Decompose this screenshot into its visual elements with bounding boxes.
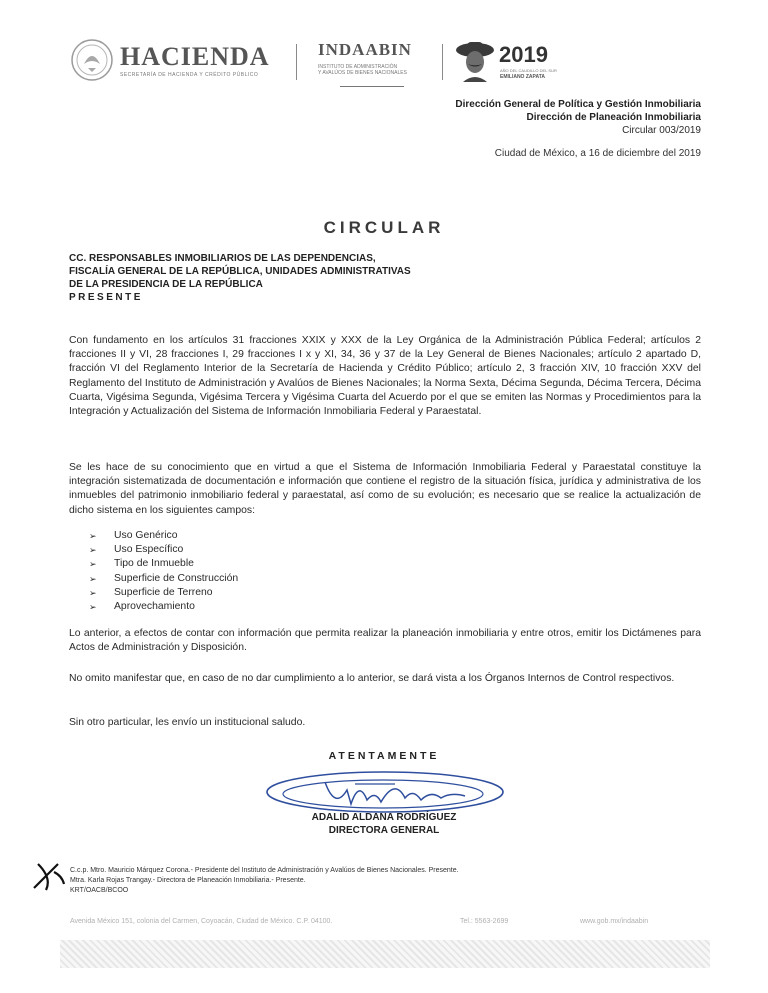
- list-item: ➢ Uso Genérico: [89, 529, 238, 543]
- paragraph-notice: Se les hace de su conocimiento que en virtud a que el Sistema de Información Inmobiliaria Federal y Paraestatal constituye la integración sistematizada de documentación e información que contiene el registro de la situación física, jurídica y administrativa de los inmuebles del patrimonio inmobiliario federal y paraestatal, así como de su evolución; es necesario que se realice la actualización de dicho sistema en los siguientes campos:: [69, 462, 701, 516]
- arrow-bullet-icon: ➢: [89, 573, 97, 584]
- fields-list: [89, 529, 238, 614]
- document-title: CIRCULAR: [323, 218, 445, 237]
- circular-number: Circular 003/2019: [622, 125, 701, 136]
- arrow-bullet-icon: ➢: [89, 545, 97, 556]
- hacienda-subtitle: SECRETARÍA DE HACIENDA Y CRÉDITO PÚBLICO: [120, 72, 259, 78]
- list-item: ➢ Tipo de Inmueble: [89, 557, 238, 571]
- list-item: ➢ Uso Específico: [89, 543, 238, 557]
- hacienda-name: HACIENDA: [120, 42, 270, 71]
- cc-block: [70, 866, 459, 896]
- initials-signature: [28, 858, 68, 894]
- addressee-line-4: PRESENTE: [69, 292, 143, 303]
- footer-decorative-band: [60, 940, 710, 968]
- closing-salutation: ATENTAMENTE: [328, 750, 440, 762]
- year-logo: [455, 38, 565, 88]
- list-item: ➢ Superficie de Terreno: [89, 586, 238, 600]
- indaabin-subtitle-2: Y AVALÚOS DE BIENES NACIONALES: [318, 70, 407, 76]
- list-item: ➢ Superficie de Construcción: [89, 572, 238, 586]
- footer-address: Avenida México 151, colonia del Carmen, Coyoacán, Ciudad de México. C.P. 04100.: [70, 918, 333, 925]
- cc-line-2: Mtra. Karla Rojas Trangay.- Directora de Planeación Inmobiliaria.- Presente.: [70, 877, 306, 884]
- paragraph-greeting: Sin otro particular, les envío un institucional saludo.: [69, 717, 306, 728]
- indaabin-logo: [318, 40, 428, 90]
- indaabin-underline: [340, 86, 404, 87]
- year-text: 2019: [499, 42, 548, 67]
- year-subtitle: EMILIANO ZAPATA: [500, 74, 545, 80]
- footer-web: www.gob.mx/indaabin: [580, 918, 649, 925]
- arrow-bullet-icon: ➢: [89, 602, 97, 613]
- header-divider: [296, 44, 297, 80]
- office-line-1: Dirección General de Política y Gestión Inmobiliaria: [455, 99, 701, 110]
- footer-phone: Tel.: 5563-2699: [460, 918, 509, 925]
- list-item: ➢ Aprovechamiento: [89, 600, 238, 614]
- signer-position: DIRECTORA GENERAL: [328, 825, 440, 836]
- cc-line-1: C.c.p. Mtro. Mauricio Márquez Corona.- Presidente del Instituto de Administración y Avalúos de Bienes Nacionales. Presente.: [70, 867, 459, 874]
- addressee-line-3: DE LA PRESIDENCIA DE LA REPÚBLICA: [69, 279, 263, 290]
- addressee-block: [69, 252, 411, 304]
- office-line-2: Dirección de Planeación Inmobiliaria: [526, 112, 701, 123]
- indaabin-name: INDAABIN: [318, 40, 412, 59]
- date-line: Ciudad de México, a 16 de diciembre del 2019: [494, 148, 701, 159]
- cc-line-3: KRT/OACB/BCOO: [70, 887, 129, 894]
- indaabin-subtitle-1: INSTITUTO DE ADMINISTRACIÓN: [318, 64, 398, 70]
- year-subtitle-small: AÑO DEL CAUDILLO DEL SUR: [500, 68, 557, 73]
- paragraph-purpose: Lo anterior, a efectos de contar con información que permita realizar la planeación inmobiliaria y entre otros, emitir los Dictámenes para Actos de Administración y Disposición.: [69, 628, 701, 654]
- signer-name: ADALID ALDANA RODRÍGUEZ: [311, 812, 457, 823]
- header-divider: [442, 44, 443, 80]
- office-block: [455, 98, 701, 137]
- paragraph-legal-basis: Con fundamento en los artículos 31 fracciones XXIX y XXX de la Ley Orgánica de la Administración Pública Federal; artículos 2 fracciones II y VI, 28 fracciones I, 29 fracciones I x y XI, 34, 36 y 37 de la Ley General de Bienes Nacionales; artículo 2 apartado D, fracción VI del Reglamento Interior de la Secretaría de Hacienda y Crédito Público; artículo 2, 3 fracción XIV, 10 fracción XXV del Reglamento del Instituto de Administración y Avalúos de Bienes Nacionales; la Norma Sexta, Décima Segunda, Décima Tercera, Décima Cuarta, Vigésima Segunda, Vigésima Tercera y Vigésima Cuarta del Acuerdo por el que se emiten las Normas y Procedimientos para la Integración y Actualización del Sistema de Información Inmobiliaria Federal y Paraestatal.: [69, 335, 701, 418]
- addressee-line-2: FISCALÍA GENERAL DE LA REPÚBLICA, UNIDADES ADMINISTRATIVAS: [69, 266, 411, 277]
- paragraph-warning: No omito manifestar que, en caso de no dar cumplimiento a lo anterior, se dará vista a los Órganos Internos de Control respectivos.: [69, 673, 675, 684]
- arrow-bullet-icon: ➢: [89, 587, 97, 598]
- addressee-line-1: CC. RESPONSABLES INMOBILIARIOS DE LAS DEPENDENCIAS,: [69, 253, 376, 264]
- arrow-bullet-icon: ➢: [89, 559, 97, 570]
- zapata-portrait-icon: [455, 38, 495, 82]
- mexico-seal-icon: [70, 36, 114, 84]
- arrow-bullet-icon: ➢: [89, 531, 97, 541]
- signer-block: [0, 811, 768, 837]
- hacienda-logo: [70, 36, 290, 86]
